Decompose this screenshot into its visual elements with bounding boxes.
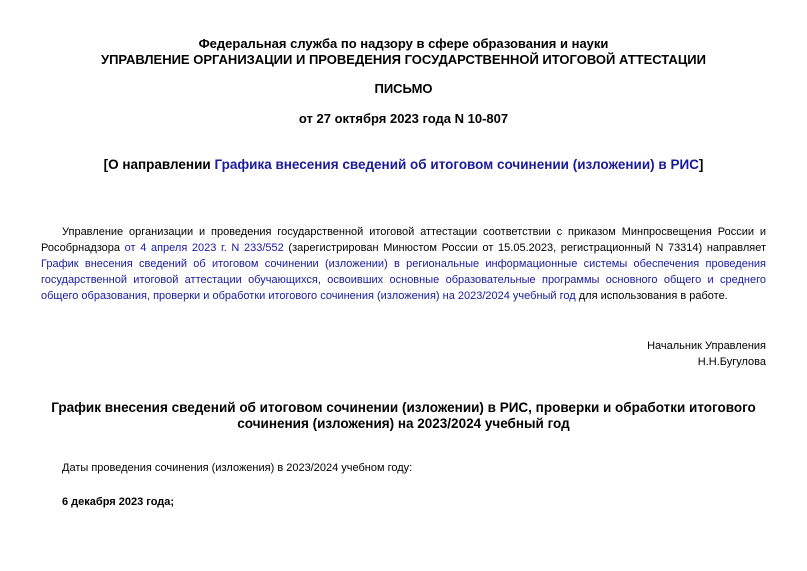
dates-intro: Даты проведения сочинения (изложения) в 2023/2024 учебном году: [62, 462, 413, 474]
schedule-title-line1: График внесения сведений об итоговом сочинении (изложении) в РИС, проверки и обработки итогового [51, 400, 756, 415]
subject-open-bracket: [ [103, 157, 109, 172]
letter-body [41, 224, 766, 304]
schedule-link[interactable]: График внесения сведений об итоговом сочинении (изложении) в региональные информационные системы обеспечения проведения государственной итоговой аттестации обучающихся, освоивших основные образовательные программы основного общего и среднего общего образования, проверки и обработки итогового сочинения (изложения) на 2023/2024 учебный год [41, 258, 766, 302]
department-name: УПРАВЛЕНИЕ ОРГАНИЗАЦИИ И ПРОВЕДЕНИЯ ГОСУДАРСТВЕННОЙ ИТОГОВОЙ АТТЕСТАЦИИ [100, 52, 706, 67]
body-text-part2: (зарегистрирован Минюстом России от 15.05.2023, регистрационный N 73314) направляет [283, 242, 766, 254]
subject-close-bracket: ] [698, 157, 704, 172]
signatory-name: Н.Н.Бугулова [697, 356, 766, 368]
signatory-position: Начальник Управления [647, 340, 766, 352]
order-link[interactable]: от 4 апреля 2023 г. N 233/552 [124, 242, 284, 254]
body-text-part1: Управление организации и проведения государственной итоговой аттестации соответствии с приказом Минпросвещения России и Рособрнадзора [41, 226, 766, 254]
body-text-part3: для использования в работе. [575, 290, 728, 302]
schedule-title-line2: сочинения (изложения) на 2023/2024 учебный год [237, 416, 570, 431]
subject-schedule-link[interactable]: Графика внесения сведений об итоговом сочинении (изложении) в РИС [214, 157, 699, 172]
schedule-title [41, 400, 766, 432]
document-date-number: от 27 октября 2023 года N 10-807 [298, 111, 509, 126]
document-subject [0, 156, 807, 174]
agency-name: Федеральная служба по надзору в сфере образования и науки [198, 36, 609, 51]
subject-prefix: О направлении [108, 157, 215, 172]
essay-date: 6 декабря 2023 года; [62, 496, 175, 508]
document-type: ПИСЬМО [374, 81, 433, 96]
